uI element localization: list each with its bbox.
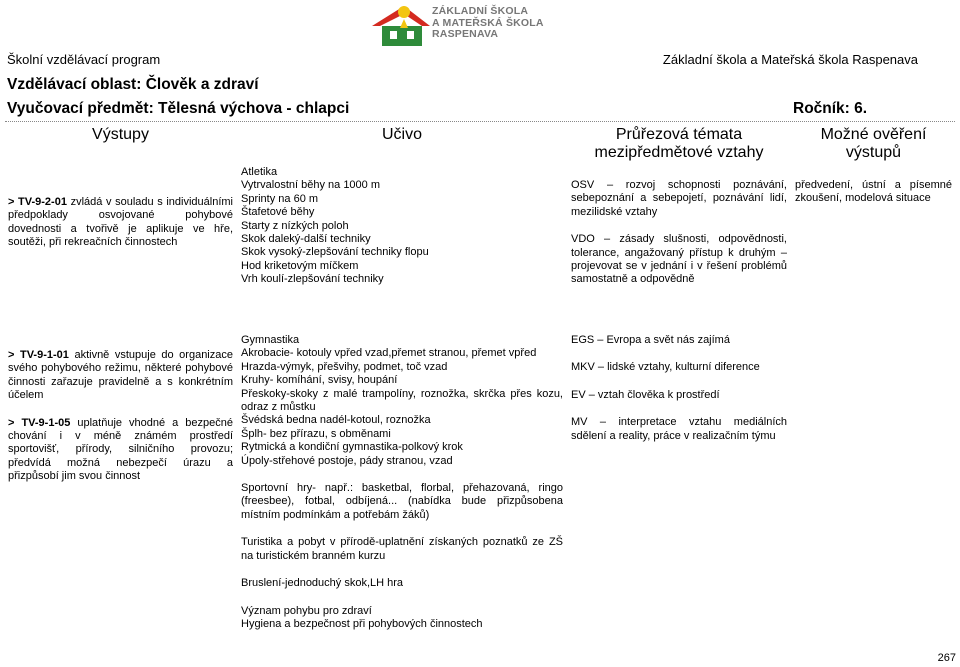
content-line: Skok daleký-další techniky [241,233,371,246]
content-block-sport-games: Sportovní hry- např.: basketbal, florbal, přehazovaná, ringo (freesbee), fotbal, odbíjená... (nabídka bude přizpůsobena místním podmínkám a potřebám žáků) [241,482,563,521]
subject-title: Vyučovací předmět: Tělesná výchova - chlapci [7,100,350,117]
content-block-gymnastics [241,334,563,468]
school-name: Základní škola a Mateřská škola Raspenava [662,52,918,67]
content-line: Skok vysoký-zlepšování techniky flopu [241,246,429,259]
school-emblem-icon [370,2,434,50]
theme-item: VDO – zásady slušnosti, odpovědnosti, tolerance, angažovaný přístup k druhým – projevovat se v jednání i v řešení problémů samostatně a odpovědně [571,233,787,286]
content-line: Úpoly-střehové postoje, pády stranou, vzad [241,454,453,467]
content-line: Gymnastika [241,334,300,346]
verification-cell [791,321,956,631]
content-line: Štafetové běhy [241,206,315,219]
content-line: Přeskoky-skoky z malé trampolíny, roznožka, skrčka přes kozu, odraz z můstku [241,387,563,414]
content-block-skating: Bruslení-jednoduchý skok,LH hra [241,577,404,590]
school-logo-text [432,6,544,41]
logo-line: RASPENAVA [432,28,499,40]
logo-line: ZÁKLADNÍ ŠKOLA [432,5,529,17]
content-line: Akrobacie- kotouly vpřed vzad,přemet stranou, přemet vpřed [241,347,537,360]
outcome-code: > TV-9-2-01 [8,196,67,208]
grade-label: Ročník: 6. [793,100,868,117]
outcomes-cell [4,166,237,321]
outcome-code: > TV-9-1-05 [8,416,71,429]
content-line: Rytmická a kondiční gymnastika-polkový krok [241,441,463,454]
content-line: Hod kriketovým míčkem [241,259,359,272]
content-line: Starty z nízkých poloh [241,219,349,232]
outcomes-cell [4,321,237,631]
content-line: Vytrvalostní běhy na 1000 m [241,179,381,192]
outcome-text: uplatňuje vhodné a bezpečné chování i v méně známém prostředí sportovišť, přírody, silničního provozu; předvídá možná nebezpečí úrazu a přizpůsobí jim svou činnost [8,416,233,483]
content-line: Švédská bedna nadél-kotoul, roznožka [241,414,431,427]
outcome-text: aktivně vstupuje do organizace svého pohybového režimu, některé pohybové činnosti zařazuje pravidelně a s konkrétním účelem [8,349,233,402]
content-line: Hrazda-výmyk, přešvihy, podmet, toč vzad [241,360,448,373]
content-cell [237,166,567,321]
curriculum-table [4,123,956,631]
content-line: Hygiena a bezpečnost při pohybových činnostech [241,617,483,630]
theme-item: MKV – lidské vztahy, kulturní diference [571,361,760,374]
table-row [4,321,956,631]
content-line: Atletika [241,166,278,178]
content-block-tourism: Turistika a pobyt v přírodě-uplatnění získaných poznatků ze ZŠ na turistickém branném kurzu [241,536,563,562]
logo-line: A MATEŘSKÁ ŠKOLA [432,16,544,29]
themes-cell [567,166,791,321]
table-header-row [4,123,956,166]
theme-item: EGS – Evropa a svět nás zajímá [571,334,730,346]
theme-item: EV – vztah člověka k prostředí [571,388,720,401]
content-line: Význam pohybu pro zdraví [241,604,372,617]
educational-area: Vzdělávací oblast: Člověk a zdraví [7,76,259,93]
header-divider [5,121,955,122]
program-name: Školní vzdělávací program [7,52,161,67]
column-header-verification: Možné ověření výstupů [820,126,927,161]
column-header-outcomes: Výstupy [92,126,149,143]
content-line: Sprinty na 60 m [241,192,319,205]
content-cell [237,321,567,631]
outcome-item [8,417,233,484]
outcome-item [8,349,233,403]
theme-item: MV – interpretace vztahu mediálních sdělení a reality, práce v realizačním týmu [571,416,787,442]
outcome-code: > TV-9-1-01 [8,349,69,361]
content-line: Vrh koulí-zlepšování techniky [241,273,384,286]
themes-cell [567,321,791,631]
verification-cell: předvedení, ústní a písemné zkoušení, modelová situace [795,179,952,205]
content-block-health [241,605,563,632]
theme-item: OSV – rozvoj schopnosti poznávání, sebepoznání a sebepojetí, poznávání lidí, mezilidské vztahy [571,179,787,218]
content-line: Kruhy- komíhání, svisy, houpání [241,374,398,387]
page-number: 267 [937,652,956,664]
column-header-content: Učivo [381,126,422,143]
column-header-themes: Průřezová témata mezipředmětové vztahy [594,126,764,161]
content-line: Šplh- bez přírazu, s obměnami [241,427,391,440]
table-row [4,166,956,321]
outcome-text: zvládá v souladu s individuálními předpoklady osvojované pohybové dovednosti a tvořivě je aplikuje ve hře, soutěži, při rekreačních činnostech [8,196,233,249]
